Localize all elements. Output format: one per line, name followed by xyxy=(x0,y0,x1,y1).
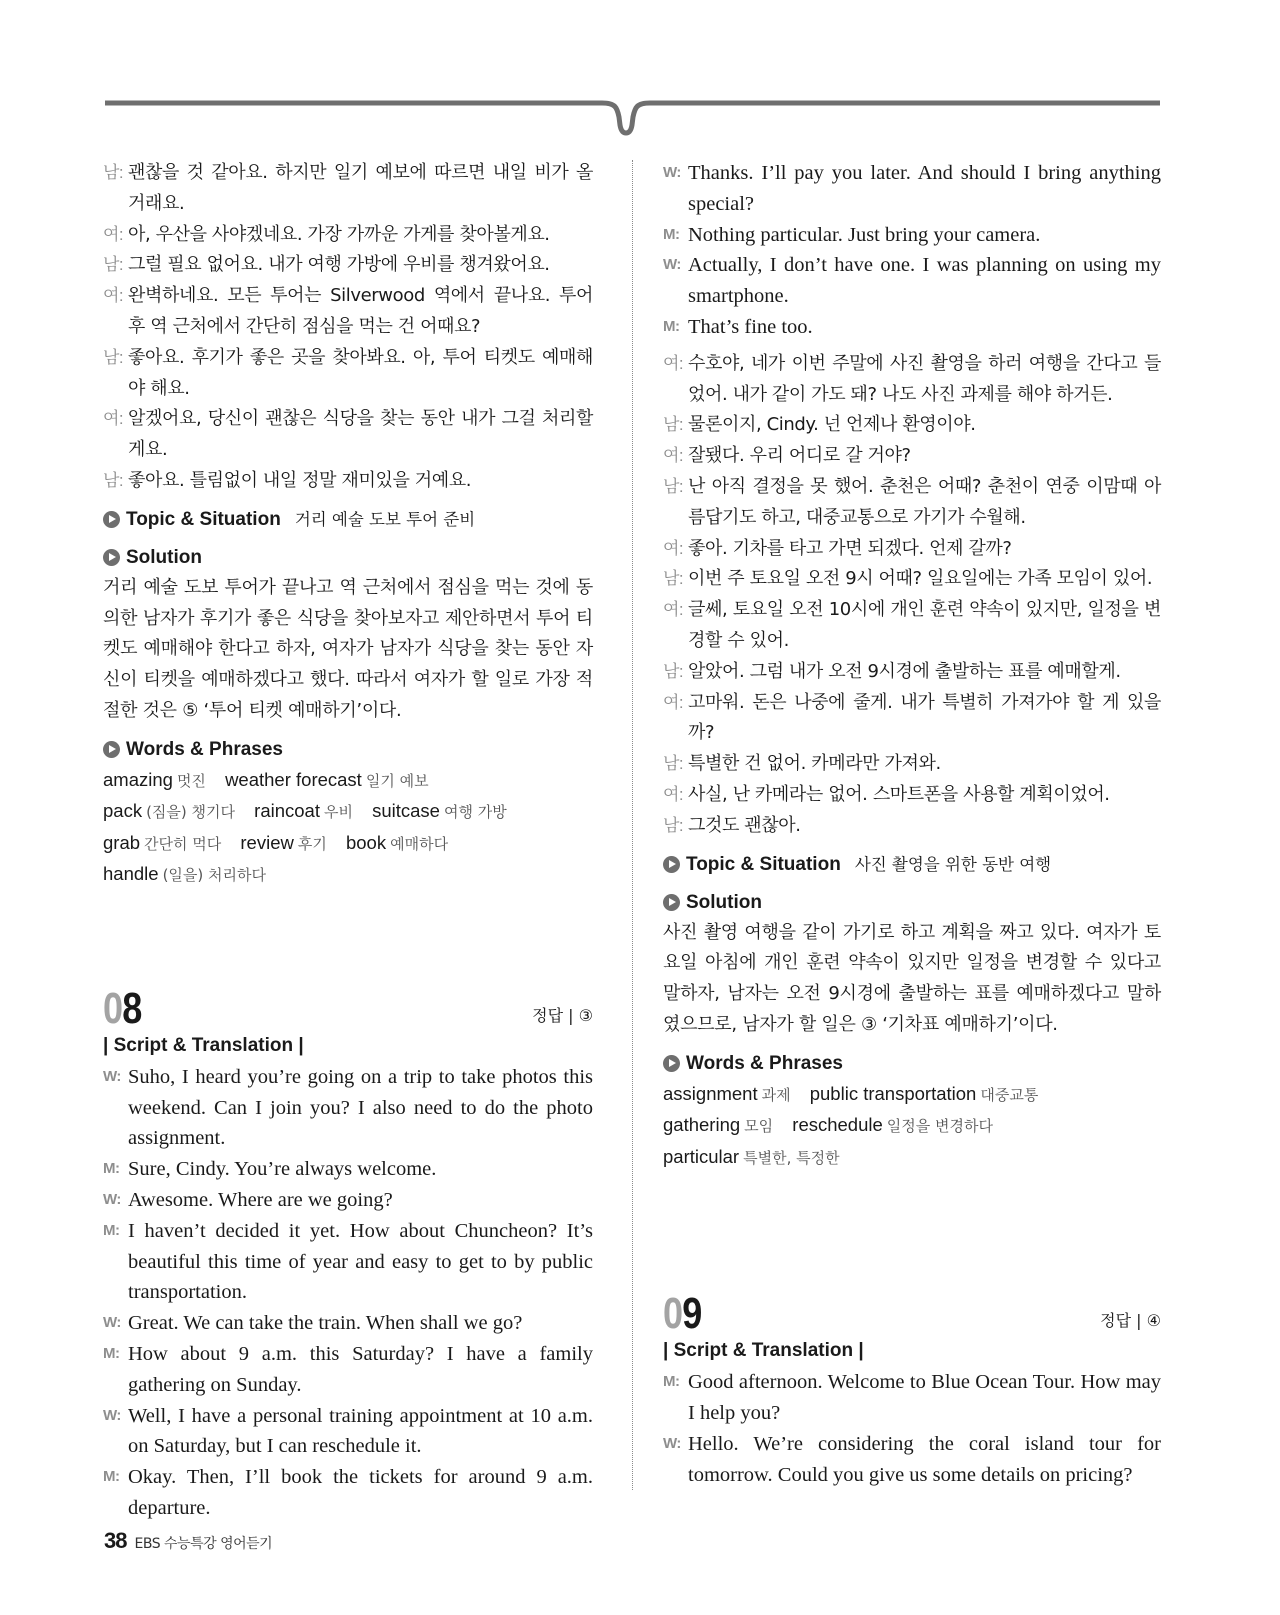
speaker-label: 여: xyxy=(103,286,124,306)
words-heading: Words & Phrases xyxy=(663,1049,1161,1079)
speaker-label: 남: xyxy=(103,470,124,490)
speaker-label: 남: xyxy=(663,661,684,681)
speaker-label: 여: xyxy=(663,353,684,373)
topic-value: 사진 촬영을 위한 동반 여행 xyxy=(854,854,1052,874)
dialogue-line: 남: 알았어. 그럼 내가 오전 9시경에 출발하는 표를 예매할게. xyxy=(663,657,1161,688)
dialogue-line: 남: 특별한 건 없어. 카메라만 가져와. xyxy=(663,749,1161,780)
speaker-label: 여: xyxy=(663,600,684,620)
question-number: 08 xyxy=(103,983,142,1033)
topic-value: 거리 예술 도보 투어 준비 xyxy=(294,509,476,529)
dialogue-line: M: Sure, Cindy. You’re always welcome. xyxy=(103,1154,593,1185)
speaker-label: 남: xyxy=(663,754,684,774)
script-title: | Script & Translation | xyxy=(103,1034,304,1056)
dialogue-line: 여: 수호야, 네가 이번 주말에 사진 촬영을 하러 여행을 간다고 들었어. 내가 같이 가도 돼? 나도 사진 과제를 해야 하거든. xyxy=(663,349,1161,411)
dialogue-line: M: Okay. Then, I’ll book the tickets for around 9 a.m. departure. xyxy=(103,1462,593,1524)
dialogue-line: 여: 잘됐다. 우리 어디로 갈 거야? xyxy=(663,441,1161,472)
speaker-label: M: xyxy=(103,1221,120,1239)
words-list xyxy=(663,1079,1161,1174)
play-bullet-icon xyxy=(663,856,680,873)
topic-heading: Topic & Situation 사진 촬영을 위한 동반 여행 xyxy=(663,850,1161,880)
script-dialogue xyxy=(663,1367,1161,1490)
speaker-label: W: xyxy=(103,1314,121,1332)
speaker-label: 여: xyxy=(663,692,684,712)
solution-heading: Solution xyxy=(663,888,1161,918)
speaker-label: 남: xyxy=(663,569,684,589)
speaker-label: W: xyxy=(663,1434,681,1452)
dialogue-line: M: How about 9 a.m. this Saturday? I have a family gathering on Sunday. xyxy=(103,1339,593,1401)
word-entry: reschedule 일정을 변경하다 xyxy=(792,1114,993,1136)
speaker-label: M: xyxy=(663,317,680,335)
word-entry: amazing 멋진 xyxy=(103,768,206,790)
dialogue-line: M: Good afternoon. Welcome to Blue Ocean Tour. How may I help you? xyxy=(663,1367,1161,1429)
speaker-label: 남: xyxy=(103,163,124,182)
speaker-label: M: xyxy=(103,1344,120,1362)
dialogue-line: 여: 아, 우산을 사야겠네요. 가장 가까운 가게를 찾아볼게요. xyxy=(103,220,593,251)
dialogue-line: W: Well, I have a personal training appointment at 10 a.m. on Saturday, but I can reschedule it. xyxy=(103,1401,593,1463)
dialogue-line: 남: 괜찮을 것 같아요. 하지만 일기 예보에 따르면 내일 비가 올 거래요. xyxy=(103,158,593,220)
answer-key: 정답 | ④ xyxy=(1100,1311,1161,1331)
play-bullet-icon xyxy=(663,894,680,911)
dialogue-line: W: Hello. We’re considering the coral island tour for tomorrow. Could you give us some details on pricing? xyxy=(663,1429,1161,1491)
speaker-label: W: xyxy=(103,1067,121,1085)
question-number: 09 xyxy=(663,1289,702,1339)
speaker-label: 남: xyxy=(663,415,684,435)
dialogue-line: 여: 알겠어요, 당신이 괜찮은 식당을 찾는 동안 내가 그걸 처리할게요. xyxy=(103,404,593,466)
dialogue-line: W: Thanks. I’ll pay you later. And should I bring anything special? xyxy=(663,158,1161,220)
question-header xyxy=(663,1291,1161,1337)
speaker-label: 여: xyxy=(663,538,684,558)
dialogue-line: 여: 사실, 난 카메라는 없어. 스마트폰을 사용할 계획이었어. xyxy=(663,780,1161,811)
page-footer xyxy=(104,1528,272,1554)
word-entry: pack (짐을) 챙기다 xyxy=(103,800,236,822)
play-bullet-icon xyxy=(103,511,120,528)
right-column xyxy=(663,158,1161,1490)
answer-key: 정답 | ③ xyxy=(532,1005,593,1025)
script-dialogue xyxy=(103,1062,593,1524)
dialogue-line: M: Nothing particular. Just bring your camera. xyxy=(663,220,1161,251)
speaker-label: W: xyxy=(663,164,681,181)
play-bullet-icon xyxy=(103,549,120,566)
word-entry: gathering 모임 xyxy=(663,1114,774,1136)
book-title: EBS 수능특강 영어듣기 xyxy=(134,1536,273,1552)
continued-dialogue-ko xyxy=(103,158,593,497)
dialogue-line: W: Awesome. Where are we going? xyxy=(103,1185,593,1216)
speaker-label: M: xyxy=(663,1373,680,1391)
dialogue-line: 남: 좋아요. 후기가 좋은 곳을 찾아봐요. 아, 투어 티켓도 예매해야 해요. xyxy=(103,343,593,405)
dialogue-line: 여: 고마워. 돈은 나중에 줄게. 내가 특별히 가져가야 할 게 있을까? xyxy=(663,688,1161,750)
solution-heading: Solution xyxy=(103,543,593,573)
speaker-label: 여: xyxy=(663,446,684,466)
script-title: | Script & Translation | xyxy=(663,1340,864,1362)
word-entry: particular 특별한, 특정한 xyxy=(663,1145,840,1167)
dialogue-line: 남: 난 아직 결정을 못 했어. 춘천은 어때? 춘천이 연중 이맘때 아름답기도 하고, 대중교통으로 가기가 수월해. xyxy=(663,472,1161,534)
word-entry: weather forecast 일기 예보 xyxy=(225,768,429,790)
dialogue-line: 남: 그럴 필요 없어요. 내가 여행 가방에 우비를 챙겨왔어요. xyxy=(103,250,593,281)
speaker-label: 여: xyxy=(103,409,124,429)
dialogue-line: 남: 이번 주 토요일 오전 9시 어때? 일요일에는 가족 모임이 있어. xyxy=(663,564,1161,595)
play-bullet-icon xyxy=(663,1055,680,1072)
dialogue-line: M: I haven’t decided it yet. How about Chuncheon? It’s beautiful this time of year and easy to get to by public transportation. xyxy=(103,1216,593,1308)
play-bullet-icon xyxy=(103,741,120,758)
page-number: 38 xyxy=(104,1528,127,1553)
dialogue-line: W: Great. We can take the train. When shall we go? xyxy=(103,1308,593,1339)
speaker-label: 여: xyxy=(663,784,684,804)
speaker-label: M: xyxy=(103,1160,120,1178)
dialogue-line: 남: 그것도 괜찮아. xyxy=(663,811,1161,842)
dialogue-line: W: Actually, I don’t have one. I was planning on using my smartphone. xyxy=(663,250,1161,312)
dialogue-line: W: Suho, I heard you’re going on a trip to take photos this weekend. Can I join you? I also need to do the photo assignment. xyxy=(103,1062,593,1154)
solution-text: 사진 촬영 여행을 같이 가기로 하고 계획을 짜고 있다. 여자가 토요일 아침에 개인 훈련 약속이 있지만 일정을 변경할 수 있다고 말하자, 남자는 오전 9시경에 출발하는 표를 예매하겠다고 말하였으므로, 남자가 할 일은 ③ ‘기차표 예매하기’이다. xyxy=(663,921,1161,1035)
header-rule xyxy=(105,95,1160,145)
word-entry: handle (일을) 처리하다 xyxy=(103,863,266,885)
left-column xyxy=(103,158,593,1524)
word-entry: raincoat 우비 xyxy=(254,800,353,822)
solution-text: 거리 예술 도보 투어가 끝나고 역 근처에서 점심을 먹는 것에 동의한 남자가 후기가 좋은 식당을 찾아보자고 제안하면서 투어 티켓도 예매해야 한다고 하자, 여자가 남자가 식당을 찾는 동안 자신이 티켓을 예매하겠다고 했다. 따라서 여자가 할 일로 가장 적절한 것은 ⑤ ‘투어 티켓 예매하기’이다. xyxy=(103,576,593,721)
speaker-label: 남: xyxy=(103,347,124,367)
dialogue-line: 여: 글쎄, 토요일 오전 10시에 개인 훈련 약속이 있지만, 일정을 변경할 수 있어. xyxy=(663,595,1161,657)
speaker-label: 남: xyxy=(663,815,684,835)
column-divider xyxy=(632,160,633,1490)
speaker-label: 남: xyxy=(663,476,684,496)
word-entry: grab 간단히 먹다 xyxy=(103,831,222,853)
words-heading: Words & Phrases xyxy=(103,735,593,765)
speaker-label: W: xyxy=(103,1406,121,1424)
speaker-label: M: xyxy=(103,1468,120,1486)
dialogue-line: 남: 물론이지, Cindy. 넌 언제나 환영이야. xyxy=(663,410,1161,441)
speaker-label: M: xyxy=(663,225,680,243)
word-entry: suitcase 여행 가방 xyxy=(372,800,507,822)
word-entry: public transportation 대중교통 xyxy=(809,1082,1039,1104)
question-header xyxy=(103,983,593,1033)
topic-heading: Topic & Situation 거리 예술 도보 투어 준비 xyxy=(103,505,593,535)
dialogue-line: 남: 좋아요. 틀림없이 내일 정말 재미있을 거예요. xyxy=(103,466,593,497)
dialogue-line: 여: 완벽하네요. 모든 투어는 Silverwood 역에서 끝나요. 투어 후 역 근처에서 간단히 점심을 먹는 건 어때요? xyxy=(103,281,593,343)
word-entry: book 예매하다 xyxy=(345,831,449,853)
speaker-label: W: xyxy=(103,1190,121,1208)
word-entry: assignment 과제 xyxy=(663,1082,791,1104)
speaker-label: W: xyxy=(663,256,681,274)
dialogue-line: 여: 좋아. 기차를 타고 가면 되겠다. 언제 갈까? xyxy=(663,534,1161,565)
speaker-label: 여: xyxy=(103,224,124,244)
word-entry: review 후기 xyxy=(240,831,327,853)
translation-dialogue-ko xyxy=(663,349,1161,842)
words-list xyxy=(103,765,593,891)
continued-dialogue-en xyxy=(663,158,1161,343)
speaker-label: 남: xyxy=(103,255,124,275)
dialogue-line: M: That’s fine too. xyxy=(663,312,1161,343)
